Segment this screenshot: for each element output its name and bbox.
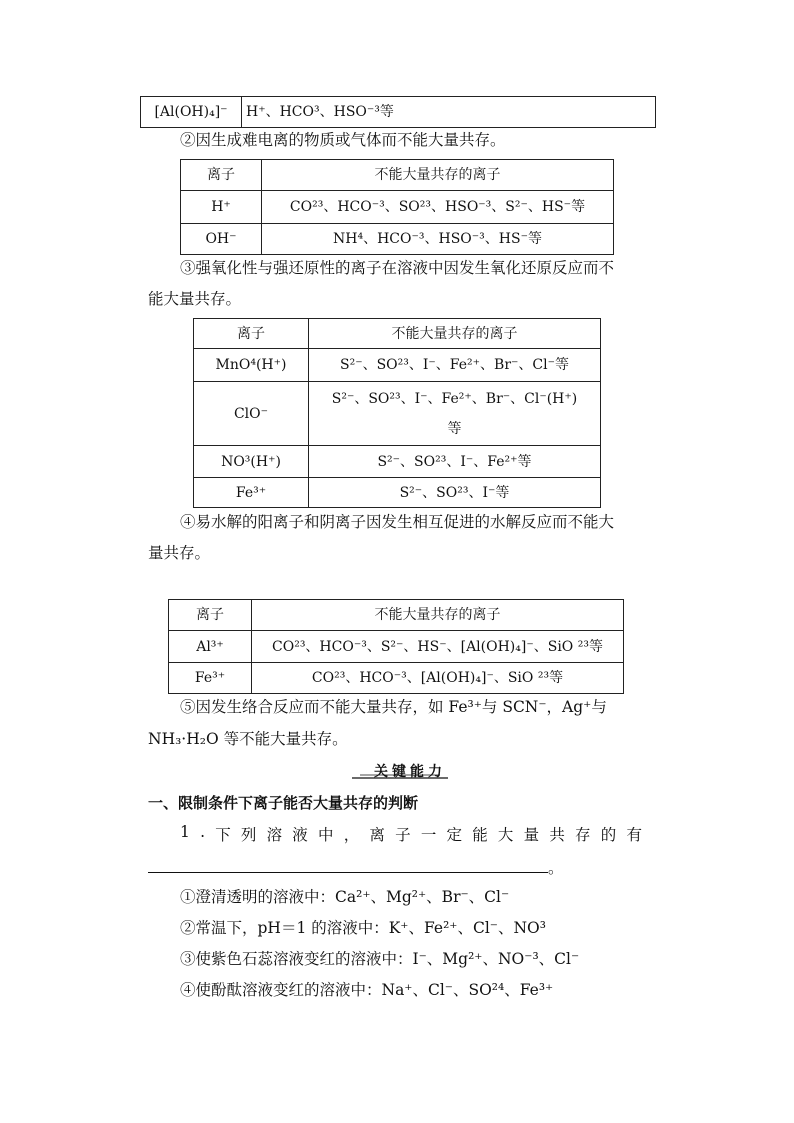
stem-char: . [200,823,205,841]
table-cell: S²⁻、SO²³、I⁻、Fe²⁺等 [309,446,601,478]
table-cell: CO²³、HCO⁻³、SO²³、HSO⁻³、S²⁻、HS⁻等 [262,191,614,224]
cell-line: 等 [447,420,462,437]
stem-char: 共 [549,826,565,844]
section-banner [350,760,450,780]
table-cell: Fe³⁺ [169,663,252,694]
paragraph-4-line-1: ④易水解的阳离子和阴离子因发生相互促进的水解反应而不能大 [180,513,615,531]
column-header: 离子 [194,319,309,349]
column-header: 不能大量共存的离子 [262,160,614,191]
table-row [194,349,601,382]
option-4: ④使酚酞溶液变红的溶液中：Na⁺、Cl⁻、SO²⁴、Fe³⁺ [180,981,554,999]
table-cell: ClO⁻ [194,382,309,446]
column-header: 离子 [181,160,262,191]
option-3: ③使紫色石蕊溶液变红的溶液中：I⁻、Mg²⁺、NO⁻³、Cl⁻ [180,950,580,968]
stem-char: 离 [369,826,385,844]
table-cell: Al³⁺ [169,631,252,663]
stem-char: 液 [292,826,308,844]
table-row [181,224,614,255]
table-cell: CO²³、HCO⁻³、[Al(OH)₄]⁻、SiO ²³等 [252,663,624,694]
column-header: 不能大量共存的离子 [309,319,601,349]
paragraph-2: ②因生成难电离的物质或气体而不能大量共存。 [180,131,506,149]
table-row [194,446,601,478]
section-heading: 一、限制条件下离子能否大量共存的判断 [148,794,419,812]
paragraph-4-line-2: 量共存。 [148,544,211,562]
table-row [194,478,601,508]
stem-char: 存 [575,826,591,844]
table-cell [309,382,601,446]
table-cell: Fe³⁺ [194,478,309,508]
stem-char: 列 [240,826,257,844]
table-header-row [169,600,624,631]
table-cell: MnO⁴(H⁺) [194,349,309,382]
table-row [169,663,624,694]
stem-char: 能 [472,826,488,844]
table-cell: NO³(H⁺) [194,446,309,478]
ion-table-2 [180,159,614,255]
option-2: ②常温下，pH＝1 的溶液中：K⁺、Fe²⁺、Cl⁻、NO³ [180,919,546,937]
stem-char: 定 [446,826,463,844]
table-row [141,97,656,128]
stem-char: 中 [318,826,334,844]
stem-char: 溶 [266,826,283,844]
table-cell: S²⁻、SO²³、I⁻、Fe²⁺、Br⁻、Cl⁻等 [309,349,601,382]
stem-char: 大 [497,826,514,844]
banner-label: 关键能力 [374,764,446,780]
table-cell: NH⁴、HCO⁻³、HSO⁻³、HS⁻等 [262,224,614,255]
answer-blank [148,868,548,873]
table-cell: S²⁻、SO²³、I⁻等 [309,478,601,508]
ion-table-3 [193,318,601,508]
table-row [181,191,614,224]
paragraph-5-line-2: NH₃·H₂O 等不能大量共存。 [148,730,348,748]
ion-table-1 [140,96,656,128]
stem-char: 1 [180,823,190,841]
stem-char: 子 [395,826,411,844]
table-row [194,382,601,446]
stem-char: 下 [215,826,231,844]
table-cell: OH⁻ [181,224,262,255]
stem-char: 一 [420,826,437,844]
table-header-row [194,319,601,349]
table-row [169,631,624,663]
stem-char: ， [343,826,360,844]
table-header-row [181,160,614,191]
table-cell: H⁺ [181,191,262,224]
table-cell: [Al(OH)₄]⁻ [141,97,242,128]
paragraph-5-line-1: ⑤因发生络合反应而不能大量共存，如 Fe³⁺与 SCN⁻，Ag⁺与 [180,698,607,716]
cell-line: S²⁻、SO²³、I⁻、Fe²⁺、Br⁻、Cl⁻(H⁺) [331,390,578,407]
column-header: 离子 [169,600,252,631]
stem-char: 量 [523,826,540,844]
stem-char: 的 [600,826,617,844]
ion-table-4 [168,599,624,694]
column-header: 不能大量共存的离子 [252,600,624,631]
table-cell: CO²³、HCO⁻³、S²⁻、HS⁻、[Al(OH)₄]⁻、SiO ²³等 [252,631,624,663]
table-cell: H⁺、HCO³、HSO⁻³等 [242,97,656,128]
question-stem [180,823,642,845]
stem-period: 。 [548,859,564,877]
option-1: ①澄清透明的溶液中：Ca²⁺、Mg²⁺、Br⁻、Cl⁻ [180,888,510,906]
paragraph-3-line-1: ③强氧化性与强还原性的离子在溶液中因发生氧化还原反应而不 [180,259,615,277]
paragraph-3-line-2: 能大量共存。 [148,290,242,308]
stem-char: 有 [626,826,642,844]
